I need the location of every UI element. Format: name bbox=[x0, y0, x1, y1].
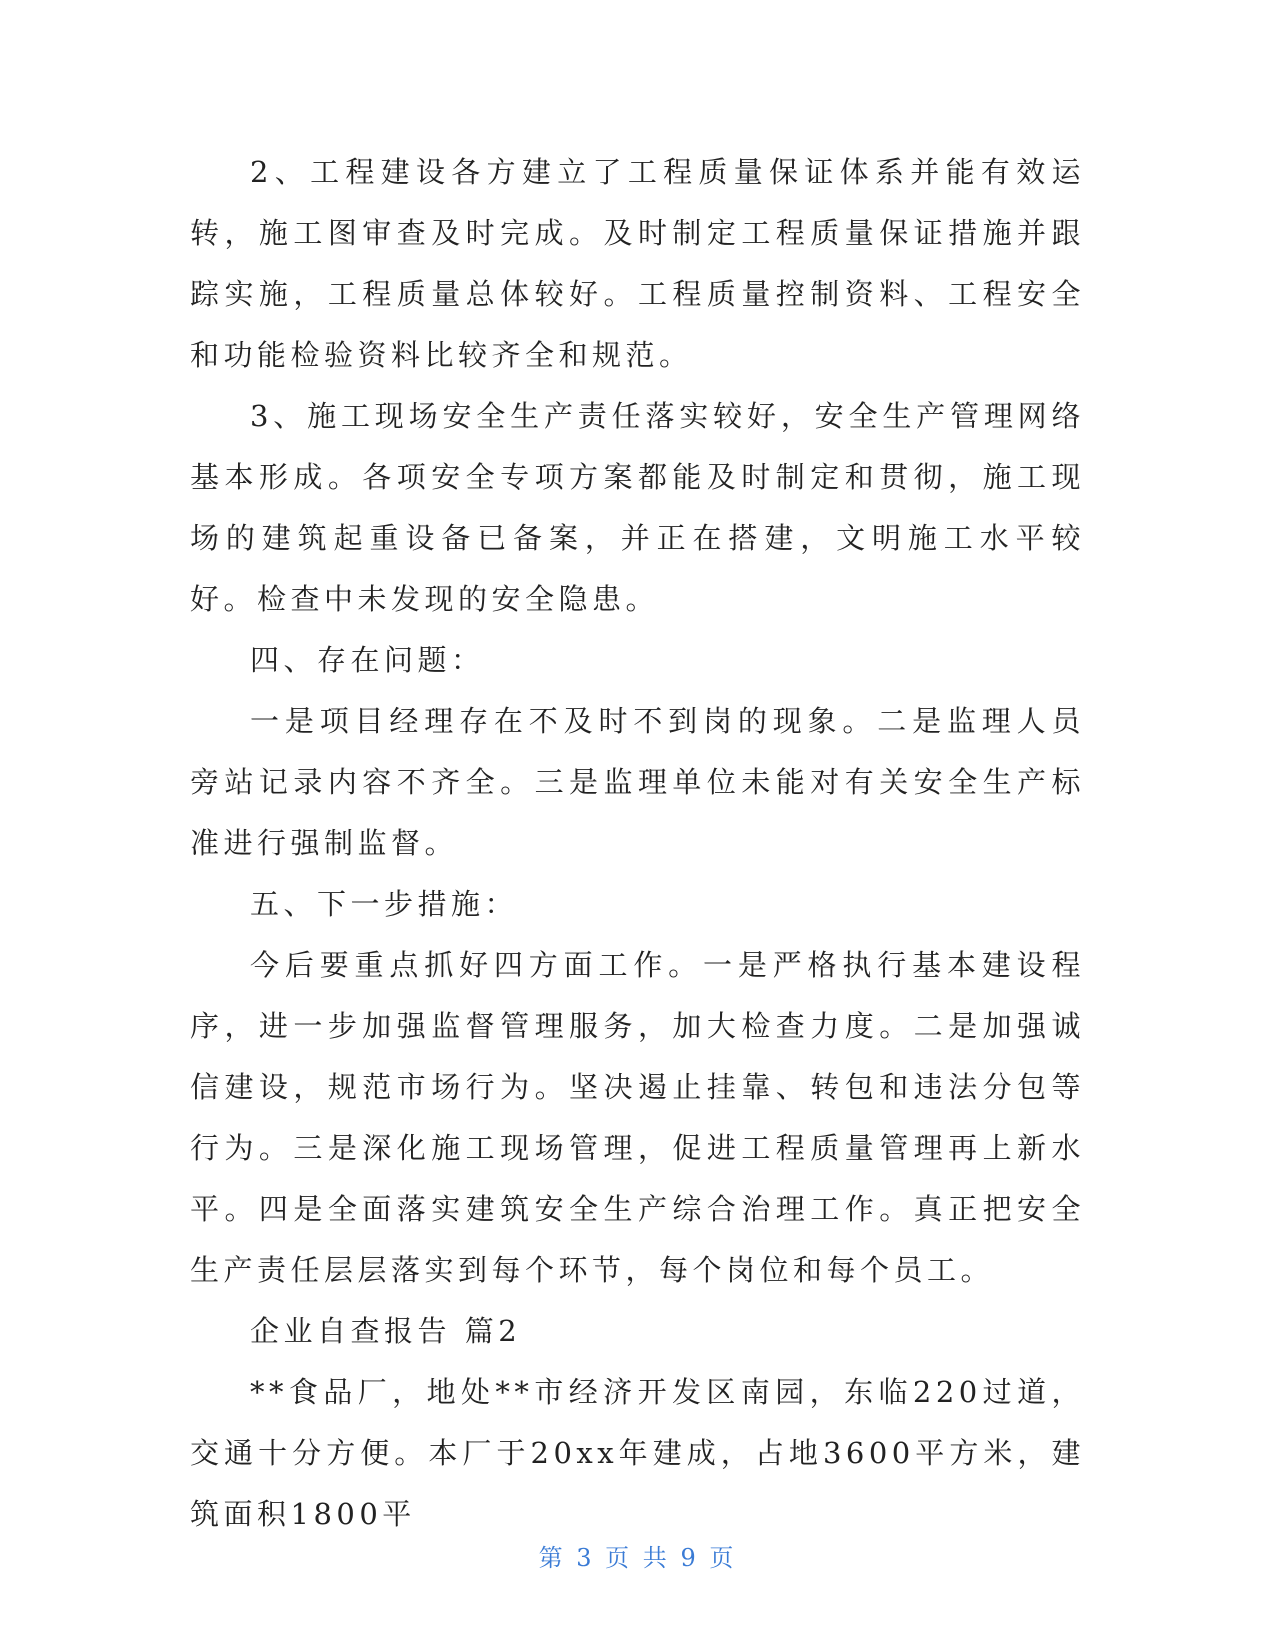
paragraph-quality-system: 2、工程建设各方建立了工程质量保证体系并能有效运转，施工图审查及时完成。及时制定工程质量保证措施并跟踪实施，工程质量总体较好。工程质量控制资料、工程安全和功能检验资料比较齐全和规范。 bbox=[190, 155, 1085, 372]
document-body bbox=[190, 142, 1085, 1545]
section-heading-next-steps: 五、下一步措施： bbox=[250, 887, 519, 921]
section-heading-problems: 四、存在问题： bbox=[250, 643, 485, 677]
paragraph-problems: 一是项目经理存在不及时不到岗的现象。二是监理人员旁站记录内容不齐全。三是监理单位未能对有关安全生产标准进行强制监督。 bbox=[190, 704, 1085, 860]
page-number-footer: 第 3 页 共 9 页 bbox=[538, 1544, 737, 1572]
paragraph-food-factory: **食品厂，地处**市经济开发区南园，东临220过道，交通十分方便。本厂于20xx年建成，占地3600平方米，建筑面积1800平 bbox=[190, 1375, 1085, 1531]
paragraph-next-steps: 今后要重点抓好四方面工作。一是严格执行基本建设程序，进一步加强监督管理服务，加大检查力度。二是加强诚信建设，规范市场行为。坚决遏止挂靠、转包和违法分包等行为。三是深化施工现场管理，促进工程质量管理再上新水平。四是全面落实建筑安全生产综合治理工作。真正把安全生产责任层层落实到每个环节，每个岗位和每个员工。 bbox=[190, 948, 1085, 1287]
paragraph-safety-production: 3、施工现场安全生产责任落实较好，安全生产管理网络基本形成。各项安全专项方案都能及时制定和贯彻，施工现场的建筑起重设备已备案，并正在搭建，文明施工水平较好。检查中未发现的安全隐患。 bbox=[190, 399, 1085, 616]
section-heading-report-2: 企业自查报告 篇2 bbox=[250, 1314, 522, 1348]
